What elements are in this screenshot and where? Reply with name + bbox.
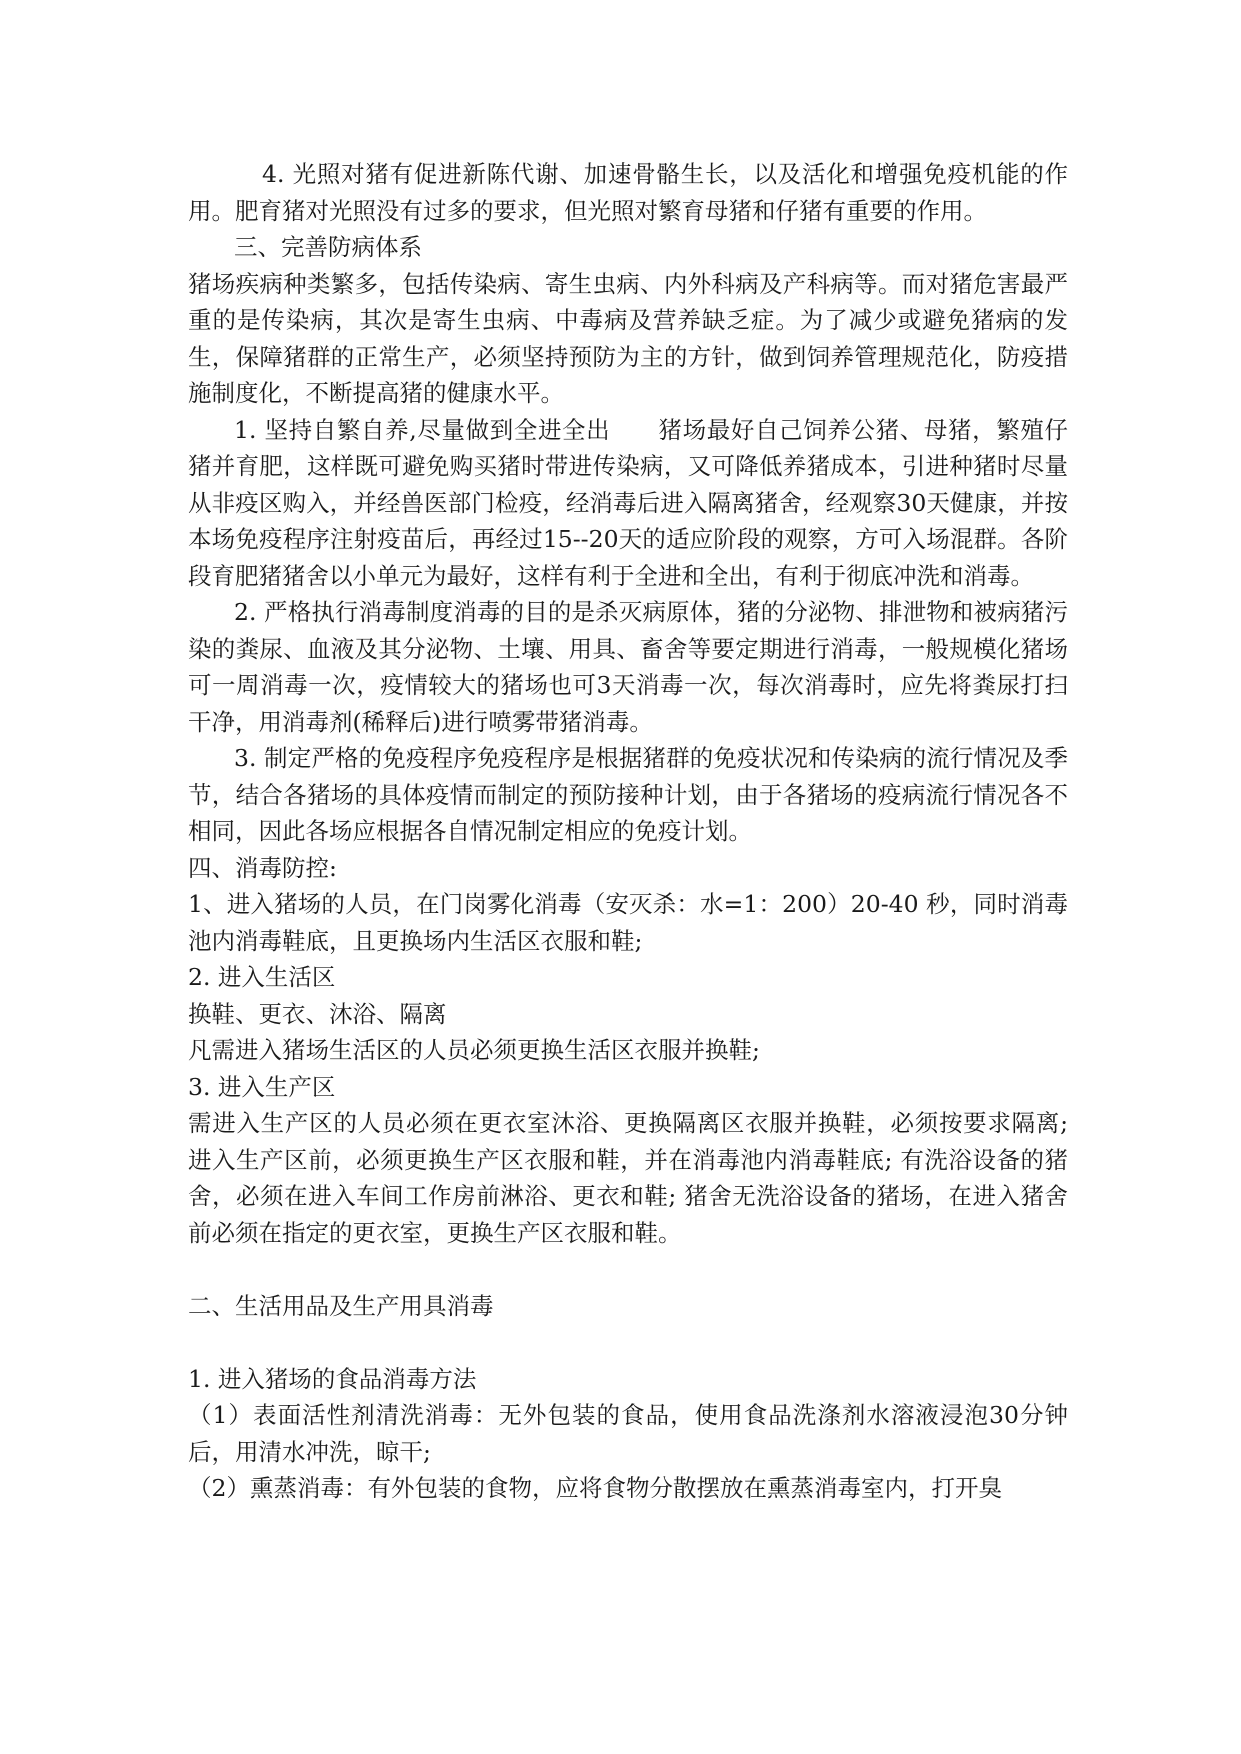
heading-disease-prevention: 三、完善防病体系 [234, 233, 422, 261]
paragraph-surfactant-cleaning: （1）表面活性剂清洗消毒：无外包装的食品，使用食品洗涤剂水溶液浸泡30分钟后，用清水冲洗，晾干; [188, 1401, 1068, 1466]
spacer [188, 1251, 1068, 1288]
paragraph-living-area-rule: 凡需进入猪场生活区的人员必须更换生活区衣服并换鞋; [188, 1036, 760, 1064]
spacer [188, 1324, 1068, 1361]
paragraph-disinfection-system: 2. 严格执行消毒制度消毒的目的是杀灭病原体，猪的分泌物、排泄物和被病猪污染的粪尿、血液及其分泌物、土壤、用具、畜舍等要定期进行消毒，一般规模化猪场可一周消毒一次，疫情较大的猪场也可3天消毒一次，每次消毒时，应先将粪尿打扫干净，用消毒剂(稀释后)进行喷雾带猪消毒。 [188, 598, 1068, 736]
paragraph-living-area-steps: 换鞋、更衣、沐浴、隔离 [188, 999, 447, 1028]
heading-disinfection-control: 四、消毒防控: [188, 853, 337, 882]
document-body [188, 156, 1068, 1507]
heading-supplies-disinfection: 二、生活用品及生产用具消毒 [188, 1291, 494, 1320]
paragraph-entry-personnel: 1、进入猪场的人员，在门岗雾化消毒（安灭杀：水=1：200）20-40 秒，同时消毒池内消毒鞋底，且更换场内生活区衣服和鞋; [188, 890, 1068, 955]
paragraph-immunization-program: 3. 制定严格的免疫程序免疫程序是根据猪群的免疫状况和传染病的流行情况及季节，结合各猪场的具体疫情而制定的预防接种计划，由于各猪场的疫病流行情况各不相同，因此各场应根据各自情况制定相应的免疫计划。 [188, 744, 1068, 845]
heading-food-disinfection: 1. 进入猪场的食品消毒方法 [188, 1364, 477, 1393]
paragraph-disease-overview: 猪场疾病种类繁多，包括传染病、寄生虫病、内外科病及产科病等。而对猪危害最严重的是传染病，其次是寄生虫病、中毒病及营养缺乏症。为了减少或避免猪病的发生，保障猪群的正常生产，必须坚持预防为主的方针，做到饲养管理规范化，防疫措施制度化，不断提高猪的健康水平。 [188, 269, 1068, 407]
heading-production-area: 3. 进入生产区 [188, 1072, 336, 1101]
paragraph-self-breeding: 1. 坚持自繁自养,尽量做到全进全出 猪场最好自己饲养公猪、母猪，繁殖仔猪并育肥，这样既可避免购买猪时带进传染病，又可降低养猪成本，引进种猪时尽量从非疫区购入，并经兽医部门检疫，经消毒后进入隔离猪舍，经观察30天健康，并按本场免疫程序注射疫苗后，再经过15--20天的适应阶段的观察，方可入场混群。各阶段育肥猪猪舍以小单元为最好，这样有利于全进和全出，有利于彻底冲洗和消毒。 [188, 415, 1068, 590]
paragraph-light-effect: 4. 光照对猪有促进新陈代谢、加速骨骼生长，以及活化和增强免疫机能的作用。肥育猪对光照没有过多的要求，但光照对繁育母猪和仔猪有重要的作用。 [188, 160, 1068, 225]
paragraph-fumigation: （2）熏蒸消毒：有外包装的食物，应将食物分散摆放在熏蒸消毒室内，打开臭 [188, 1474, 1002, 1502]
paragraph-production-area-rules: 需进入生产区的人员必须在更衣室沐浴、更换隔离区衣服并换鞋，必须按要求隔离; 进入生产区前，必须更换生产区衣服和鞋，并在消毒池内消毒鞋底; 有洗浴设备的猪舍，必须在进入车间工作房前淋浴、更衣和鞋; 猪舍无洗浴设备的猪场，在进入猪舍前必须在指定的更衣室，更换生产区衣服和鞋。 [188, 1109, 1068, 1247]
heading-living-area: 2. 进入生活区 [188, 963, 336, 991]
